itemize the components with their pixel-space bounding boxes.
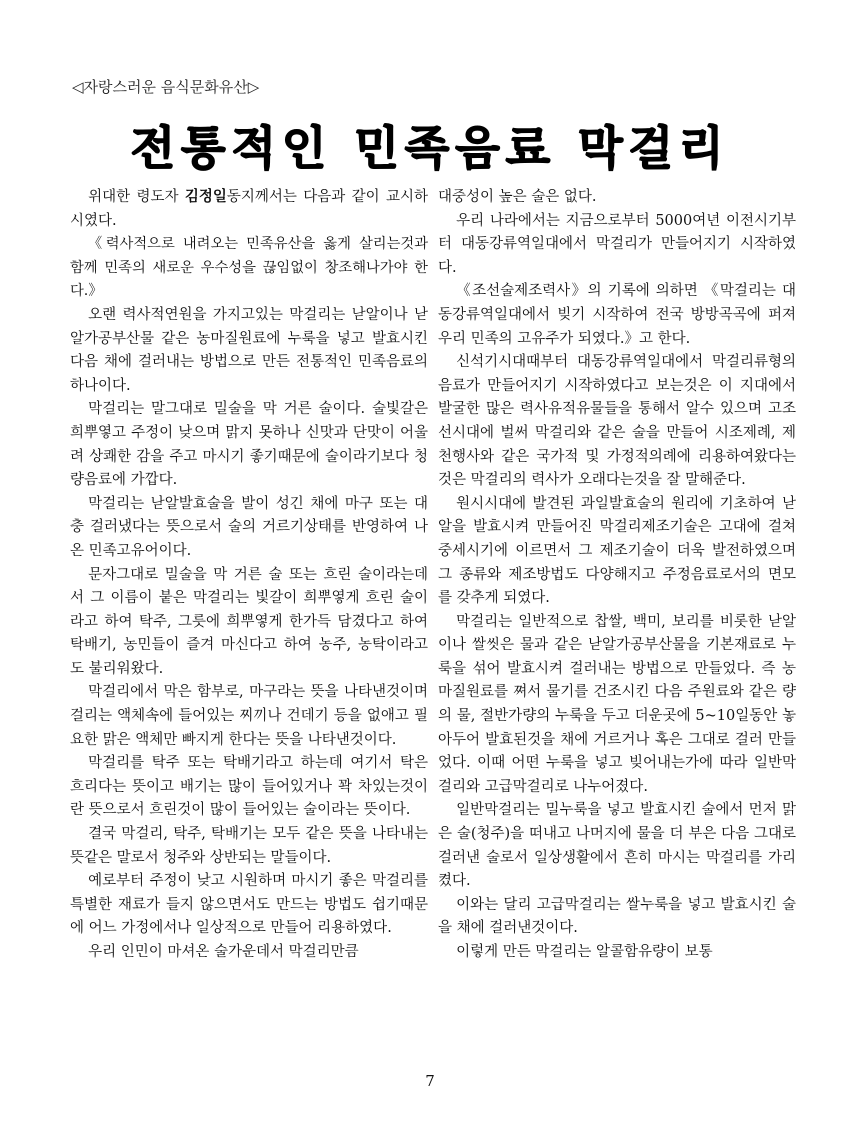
leader-name: 김정일 xyxy=(184,189,227,205)
body-paragraph: 예로부터 주정이 낮고 시원하며 마시기 좋은 막걸리를 특별한 재료가 들지 않으면서도 만드는 방법도 쉽기때문에 어느 가정에서나 일상적으로 만들어 리용하였다. xyxy=(70,873,428,937)
body-paragraph: 일반막걸리는 밀누룩을 넣고 발효시킨 술에서 먼저 맑은 술(청주)을 떠내고 나머지에 물을 더 부은 다음 그대로 걸러낸 술로서 일상생활에서 흔히 마시는 막걸리를 가리켰다. xyxy=(438,802,796,890)
body-paragraph: 막걸리는 말그대로 밀술을 막 거른 술이다. 술빛갈은 희뿌옇고 주정이 낮으며 맑지 못하나 신맛과 단맛이 어울려 상쾌한 감을 주고 마시기 좋기때문에 술이라기보다 청량음료에 가깝다. xyxy=(70,401,428,489)
body-paragraph: 원시시대에 발견된 과일발효술의 원리에 기초하여 낟알을 발효시켜 만들어진 막걸리제조기술은 고대에 걸쳐 중세시기에 이르면서 그 제조기술이 더욱 발전하였으며 그 종류와 제조방법도 다양해지고 주정음료로서의 면모를 갖추게 되였다. xyxy=(438,495,796,607)
body-paragraph: 문자그대로 밀술을 막 거른 술 또는 흐린 술이라는데서 그 이름이 붙은 막걸리는 빛갈이 희뿌옇게 흐린 술이라고 하여 탁주, 그릇에 희뿌옇게 한가득 담겼다고 하여 탁배기, 농민들이 즐겨 마신다고 하여 농주, 농탁이라고도 불리워왔다. xyxy=(70,566,428,677)
right-column xyxy=(438,186,796,965)
body-paragraph: 결국 막걸리, 탁주, 탁배기는 모두 같은 뜻을 나타내는 뜻같은 말로서 청주와 상반되는 말들이다. xyxy=(70,826,428,866)
body-paragraph: 우리 나라에서는 지금으로부터 5000여년 이전시기부터 대동강류역일대에서 막걸리가 만들어지기 시작하였다. xyxy=(438,212,796,276)
article-title: 전통적인 민족음료 막걸리 xyxy=(130,121,730,175)
body-paragraph: 막걸리에서 막은 함부로, 마구라는 뜻을 나타낸것이며 걸리는 액체속에 들어있는 찌끼나 건데기 등을 없애고 필요한 맑은 액체만 빠지게 한다는 뜻을 나타낸것이다. xyxy=(70,684,428,748)
body-paragraph: 이와는 달리 고급막걸리는 쌀누룩을 넣고 발효시킨 술을 채에 걸러낸것이다. xyxy=(438,896,796,937)
body-paragraph: 막걸리를 탁주 또는 탁배기라고 하는데 여기서 탁은 흐리다는 뜻이고 배기는 많이 들어있거나 꽉 차있는것이란 뜻으로서 흐린것이 많이 들어있는 술이라는 뜻이다. xyxy=(70,755,428,819)
body-paragraph: 이렇게 만든 막걸리는 알콜함유량이 보통 xyxy=(456,944,713,960)
body-paragraph: 신석기시대때부터 대동강류역일대에서 막걸리류형의 음료가 만들어지기 시작하였다고 보는것은 이 지대에서 발굴한 많은 력사유적유물들을 통해서 알수 있으며 고조선시대에 벌써 막걸리와 같은 술을 만들어 시조제례, 제천행사와 같은 국가적 및 가정적의례에 리용하여왔다는것은 막걸리의 력사가 오래다는것을 잘 말해준다. xyxy=(438,354,796,489)
body-paragraph: 오랜 력사적연원을 가지고있는 막걸리는 낟알이나 낟알가공부산물 같은 농마질원료에 누룩을 넣고 발효시킨 다음 채에 걸러내는 방법으로 만든 전통적인 민족음료의 하나이다. xyxy=(70,306,428,394)
page-number: 7 xyxy=(425,1072,435,1090)
body-paragraph: 우리 인민이 마셔온 술가운데서 막걸리만큼 xyxy=(88,944,359,960)
body-paragraph: 막걸리는 낟알발효술을 발이 성긴 채에 마구 또는 대충 걸러냈다는 뜻으로서 술의 거르기상태를 반영하여 나온 민족고유어이다. xyxy=(70,495,428,559)
left-column xyxy=(70,186,428,965)
series-label: ◁자랑스러운 음식문화유산▷ xyxy=(72,78,260,96)
continued-paragraph: 대중성이 높은 술은 없다. xyxy=(438,189,597,205)
body-paragraph: 막걸리는 일반적으로 찹쌀, 백미, 보리를 비롯한 낟알이나 쌀씻은 물과 같은 낟알가공부산물을 기본재료로 누룩을 섞어 발효시켜 걸러내는 방법으로 만들었다. 즉 농마질원료를 쪄서 물기를 건조시킨 다음 주원료와 같은 량의 물, 절반가량의 누룩을 두고 더운곳에 5~10일동안 놓아두어 발효된것을 채에 거르거나 혹은 그대로 걸러 만들었다. 이때 어떤 누룩을 넣고 빚어내는가에 따라 일반막걸리와 고급막걸리로 나누어졌다. xyxy=(438,613,796,795)
quote-paragraph: 《력사적으로 내려오는 민족유산을 옳게 살리는것과 함께 민족의 새로운 우수성을 끊임없이 창조해나가야 한다.》 xyxy=(70,236,428,300)
body-paragraph: 《조선술제조력사》의 기록에 의하면 《막걸리는 대동강류역일대에서 빚기 시작하여 전국 방방곡곡에 퍼져 우리 민족의 고유주가 되였다.》고 한다. xyxy=(438,283,796,347)
intro-paragraph: 위대한 령도자 김정일동지께서는 다음과 같이 교시하시였다. xyxy=(70,189,429,229)
